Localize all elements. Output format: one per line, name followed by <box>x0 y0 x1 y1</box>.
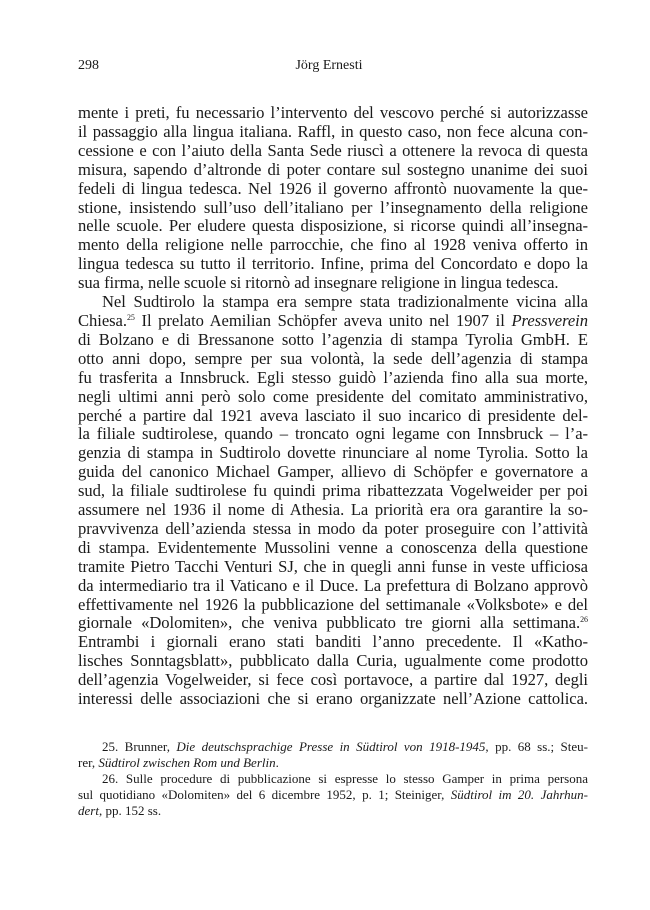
text-line: fedeli di lingua tedesca. Nel 1926 il governo affrontò nuovamente la que- <box>78 178 588 198</box>
body-text <box>78 104 588 709</box>
italic-term: Pressverein <box>511 310 588 330</box>
text-line: il passaggio alla lingua italiana. Raffl, in questo caso, non fece alcuna con- <box>78 121 588 141</box>
text-line: cessione e con l’aiuto della Santa Sede riuscì a ottenere la revoca di questa <box>78 140 588 160</box>
text-run: Chiesa. <box>78 310 127 330</box>
text-run: sul quotidiano «Dolomiten» del 6 dicembre 1952, p. 1; Steiniger, <box>78 787 451 802</box>
text-line: dell’agenzia Vogelweider, si fece così portavoce, a partire dal 1927, degli <box>78 670 588 690</box>
text-line: lisches Sonntagsblatt», pubblicato dalla Curia, ugualmente come prodotto <box>78 651 588 671</box>
text-line: stione, insistendo sull’uso dell’italiano per l’insegnamento della religione <box>78 197 588 217</box>
text-line: otto anni dopo, sempre per sua volontà, la sede dell’agenzia di stampa <box>78 348 588 368</box>
text-line: fu trasferita a Innsbruck. Egli stesso guidò l’azienda fino alla sua morte, <box>78 367 588 387</box>
text-line: guida del canonico Michael Gamper, allievo di Schöpfer e governatore a <box>78 462 588 482</box>
text-line: interessi delle associazioni che si erano organizzate nell’Azione cattolica. <box>78 689 588 709</box>
text-line: nelle scuole. Per eludere questa disposizione, si ricorse quindi all’insegna- <box>78 216 588 236</box>
text-line: misura, sapendo d’altronde di poter contare sul sostegno unanime dei suoi <box>78 159 588 179</box>
footnote-ref-25: 25 <box>126 312 135 322</box>
text-run: 25. Brunner, <box>102 739 177 754</box>
text-line: da intermediario tra il Vaticano e il Duce. La prefettura di Bolzano approvò <box>78 575 588 595</box>
text-line: Nel Sudtirolo la stampa era sempre stata tradizionalmente vicina alla <box>102 292 588 312</box>
footnote-ref-26: 26 <box>580 615 588 625</box>
text-line: sua firma, nelle scuole si ritornò ad insegnare religione in lingua tedesca. <box>78 273 559 293</box>
italic-title: Die deutschsprachige Presse in Südtirol von 1918-1945 <box>176 739 486 754</box>
text-line: genzia di stampa in Sudtirolo dovette rinunciare al nome Tyrolia. Sotto la <box>78 443 588 463</box>
text-line: sud, la filiale sudtirolese fu quindi prima ribattezzata Vogelweider per poi <box>78 481 588 501</box>
text-run: , pp. 68 ss.; Steu- <box>485 739 588 754</box>
text-line: la filiale sudtirolese, quando – troncato ogni legame con Innsbruck – l’a- <box>78 424 588 444</box>
footnote-line <box>78 787 588 803</box>
italic-title: Südtirol zwischen Rom und Berlin <box>98 755 276 770</box>
page-header <box>70 58 588 80</box>
text-line: tramite Pietro Tacchi Venturi SJ, che in quegli anni funse in veste ufficiosa <box>78 556 588 576</box>
text-run: . <box>275 755 279 770</box>
running-head: Jörg Ernesti <box>295 58 363 73</box>
italic-title: dert <box>78 803 99 818</box>
footnote-26 <box>78 771 588 819</box>
paragraph-2 <box>78 293 588 709</box>
text-line: pravvivenza dell’azienda stessa in modo da poter proseguire con l’attività <box>78 518 588 538</box>
footnote-line: 26. Sulle procedure di pubblicazione si espresse lo stesso Gamper in prima persona <box>102 771 588 786</box>
text-line: lingua tedesca su tutto il territorio. Infine, prima del Concordato e dopo la <box>78 254 588 274</box>
text-line: effettivamente nel 1926 la pubblicazione del settimanale «Volksbote» e del <box>78 594 588 614</box>
text-line <box>78 312 588 331</box>
page-number: 298 <box>78 58 99 73</box>
text-line: di stampa. Evidentemente Mussolini venne a conoscenza della questione <box>78 537 588 557</box>
text-line: negli ultimi anni però solo come presidente del comitato amministrativo, <box>78 386 588 406</box>
text-line: di Bolzano e di Bressanone sotto l’agenzia di stampa Tyrolia GmbH. E <box>78 329 588 349</box>
text-line: mente i preti, fu necessario l’intervento del vescovo perché si autorizzasse <box>78 103 588 122</box>
footnote-25 <box>78 739 588 771</box>
text-run: giornale «Dolomiten», che veniva pubblicato tre giorni alla settimana. <box>78 613 581 633</box>
text-run: Il prelato Aemilian Schöpfer aveva unito nel 1907 il <box>134 310 512 330</box>
footnote-line <box>78 755 588 771</box>
italic-title: Südtirol im 20. Jahrhun- <box>450 787 588 802</box>
paragraph-1 <box>78 104 588 293</box>
text-line: Entrambi i giornali erano stati banditi l’anno precedente. Il «Katho- <box>78 632 588 652</box>
text-line <box>78 614 588 633</box>
text-line: perché a partire dal 1921 aveva lasciato il suo incarico di presidente del- <box>78 405 588 425</box>
text-line: assumere nel 1936 il nome di Athesia. La priorità era ora garantire la so- <box>78 500 588 520</box>
text-line: mento della religione nelle parrocchie, che fino al 1928 veniva offerto in <box>78 235 588 255</box>
footnote-line <box>78 739 588 755</box>
footnotes <box>78 739 588 819</box>
text-run: rer, <box>78 755 99 770</box>
footnote-line <box>78 803 588 819</box>
text-run: , pp. 152 ss. <box>98 803 162 818</box>
